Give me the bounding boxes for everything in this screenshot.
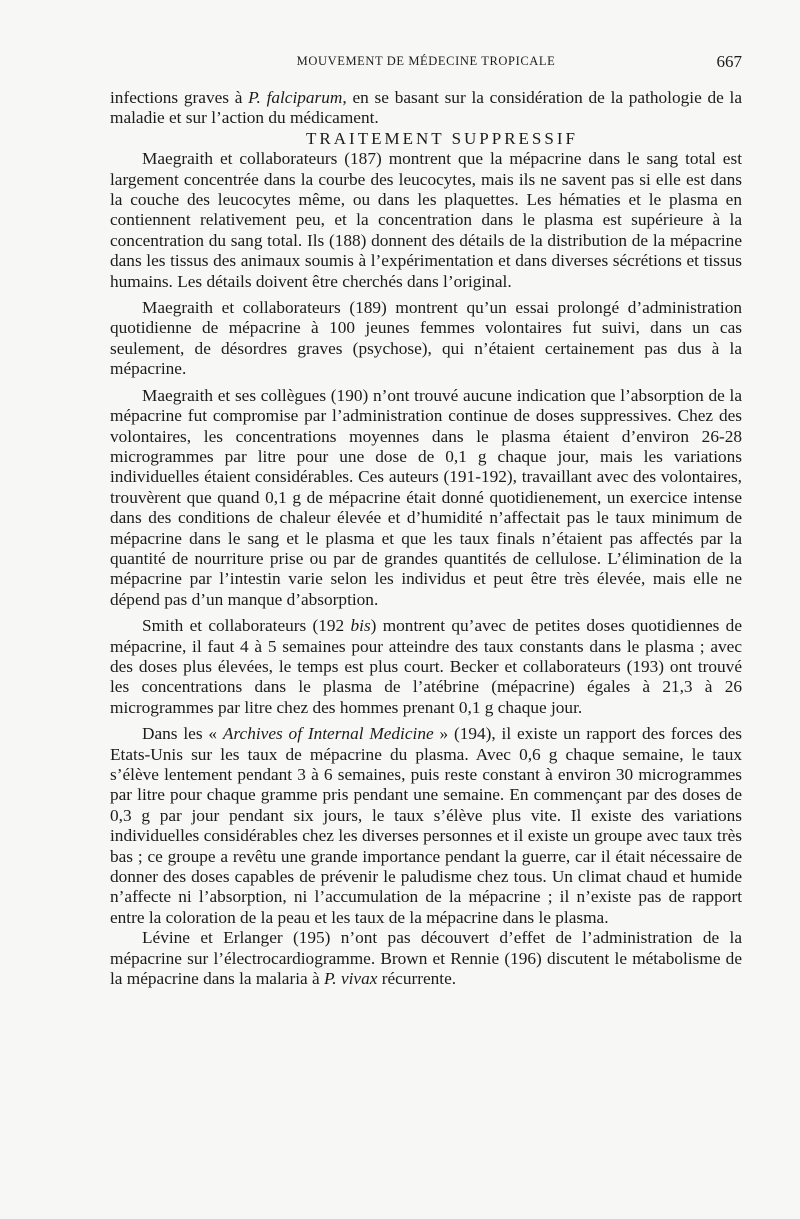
paragraph-6-species-name: P. vivax (323, 969, 378, 989)
paragraph-5 (110, 724, 742, 928)
paragraph-1: Maegraith et collaborateurs (187) montrent que la mépacrine dans le sang total est largement concentrée dans la courbe des leucocytes, mais ils ne savent pas si elle est dans la couche des leucocytes même, ou dans les plaquettes. Les hématies et le plasma en contiennent relativement peu, et la concentration dans le plasma est supérieure à la concentration du sang total. Ils (188) donnent des détails de la distribution de la mépacrine dans les tissus des animaux soumis à l’expérimentation et dans diverses sécrétions et tissus humains. Les détails doivent être cherchés dans l’original. (110, 149, 742, 291)
page-header (110, 52, 742, 76)
paragraph-3: Maegraith et ses collègues (190) n’ont trouvé aucune indication que l’absorption de la mépacrine fut compromise par l’administration continue de doses suppressives. Chez des volontaires, les concentrations moyennes dans le plasma étaient d’environ 26-28 microgrammes par litre pour une dose de 0,1 g chaque jour, mais les variations individuelles étaient considérables. Ces auteurs (191-192), travaillant avec des volontaires, trouvèrent que quand 0,1 g de mépacrine était donné quotidienement, un exercice intense dans des conditions de chaleur élevée et d’humidité n’affectait pas le taux minimum de mépacrine dans le sang et le plasma et que les taux finals n’étaient pas affectés par la quantité de nourriture prise ou par de grandes quantités de cellulose. L’élimination de la mépacrine par l’intestin varie selon les individus et peut être très élevée, mais elle ne dépend pas d’un manque d’absorption. (110, 385, 742, 609)
paragraph-5-text-2: » (194), il existe un rapport des forces des Etats-Unis sur les taux de mépacrine du plasma. Avec 0,6 g chaque semaine, le taux s’élève lentement pendant 3 à 6 semaines, puis reste constant à environ 30 microgrammes par litre pour chaque gramme pris pendant une semaine. En commençant par des doses de 0,3 g par jour pendant six jours, le taux s’élève plus vite. Il existe des variations individuelles considérables chez les diverses personnes et il existe un groupe avec taux très bas ; ce groupe a revêtu une grande importance pendant la guerre, car il était nécessaire de donner des doses capables de prévenir le paludisme chez tous. Un climat chaud et humide n’affecte ni l’absorption, ni l’accumulation de la mépacrine ; il n’existe pas de rapport entre la coloration de la peau et les taux de la mépacrine dans le plasma. (110, 724, 742, 927)
paragraph-6 (110, 928, 742, 989)
page-body (110, 88, 742, 989)
intro-text-1: infections graves à (110, 88, 249, 107)
intro-species-name: P. falciparum (248, 88, 343, 107)
paragraph-6-text-1: Lévine et Erlanger (195) n’ont pas découvert d’effet de l’administration de la mépacrine sur l’électrocardiogramme. Brown et Rennie (196) discutent le métabolisme de la mépacrine dans la malaria à (110, 928, 742, 989)
running-head: MOUVEMENT DE MÉDECINE TROPICALE (296, 54, 556, 68)
paragraph-4 (110, 616, 742, 718)
section-heading: TRAITEMENT SUPPRESSIF (306, 128, 578, 148)
paragraph-6-text-2: récurrente. (377, 969, 457, 989)
intro-paragraph (110, 88, 742, 129)
paragraph-4-text-1: Smith et collaborateurs (192 (142, 616, 351, 636)
paragraph-2: Maegraith et collaborateurs (189) montrent qu’un essai prolongé d’administration quotidienne de mépacrine à 100 jeunes femmes volontaires fut suivi, dans un cas seulement, de désordres graves (psychose), qui n’étaient certainement pas dus à la mépacrine. (110, 298, 742, 379)
paragraph-4-text-2: ) montrent qu’avec de petites doses quotidiennes de mépacrine, il faut 4 à 5 semaines pour atteindre des taux constants dans le plasma ; avec des doses plus élevées, le temps est plus court. Becker et collaborateurs (193) ont trouvé les concentrations dans le plasma de l’atébrine (mépacrine) égales à 21,3 à 26 microgrammes par litre chez des hommes prenant 0,1 g chaque jour. (110, 616, 742, 717)
page-number: 667 (716, 52, 742, 71)
paragraph-5-text-1: Dans les « (142, 724, 223, 744)
journal-title: Archives of Internal Medicine (222, 724, 434, 744)
intro-text-2: , en se basant sur la considération de la pathologie de la maladie et sur l’action du médicament. (110, 88, 743, 128)
paragraph-4-italic: bis (350, 616, 371, 636)
